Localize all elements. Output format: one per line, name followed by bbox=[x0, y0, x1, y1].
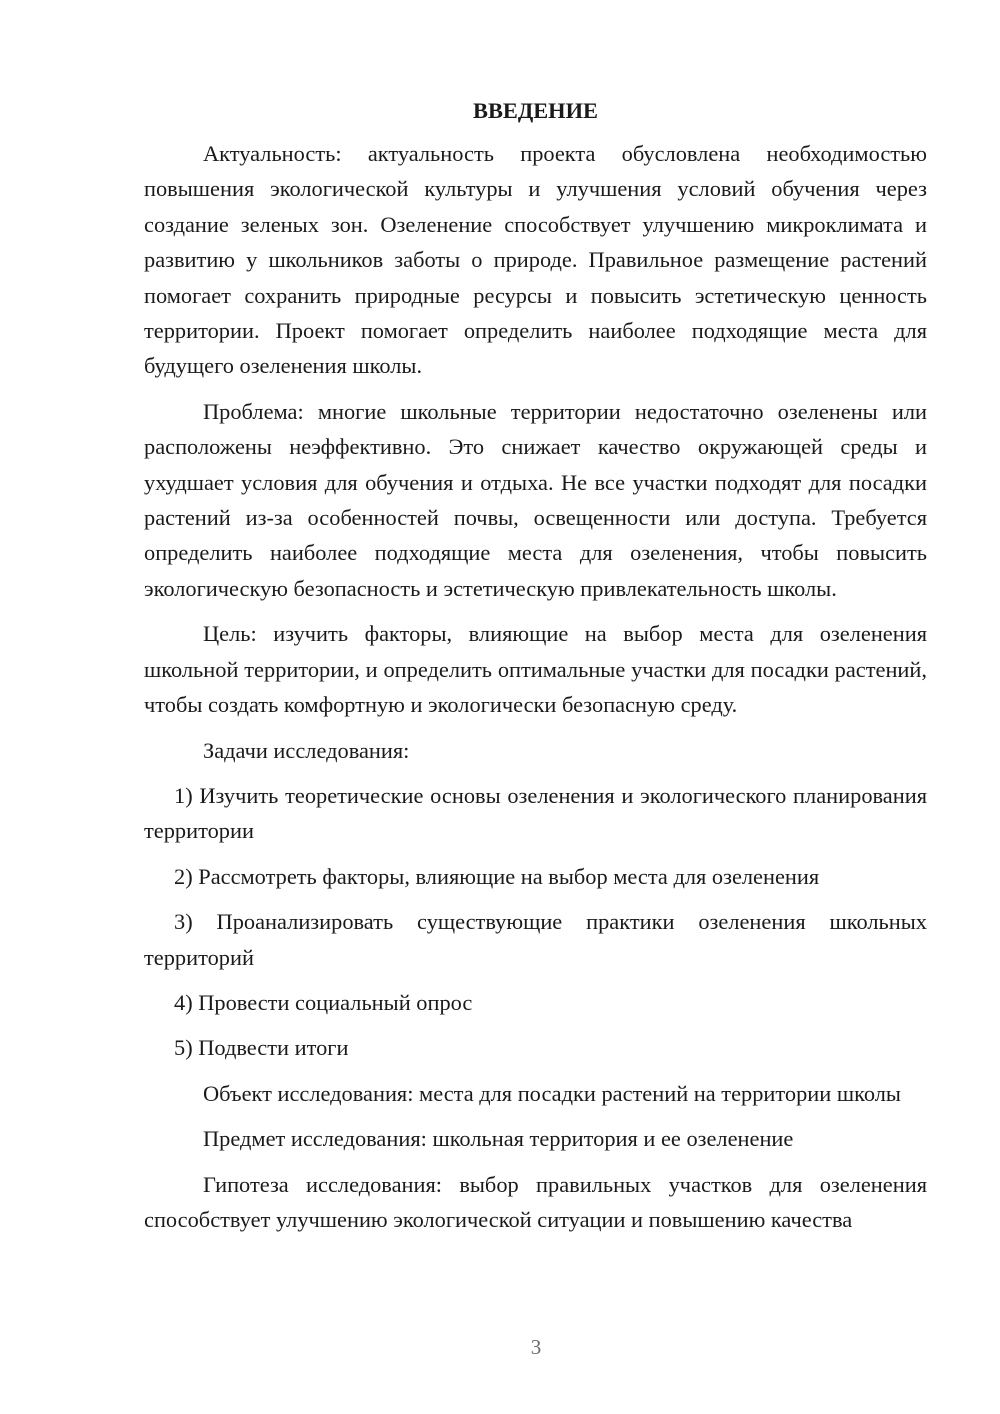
task-item-2: 2) Рассмотреть факторы, влияющие на выбор места для озеленения bbox=[174, 863, 820, 889]
task-item-3: 3) Проанализировать существующие практики озеленения школьных территорий bbox=[144, 909, 927, 970]
page-content bbox=[144, 96, 927, 1247]
section-heading: ВВЕДЕНИЕ bbox=[473, 98, 598, 123]
page-number: 3 bbox=[530, 1335, 542, 1359]
hypothesis-paragraph: Гипотеза исследования: выбор правильных участков для озеленения способствует улучшению экологической ситуации и повышению качества bbox=[144, 1171, 927, 1232]
tasks-heading: Задачи исследования: bbox=[203, 737, 410, 763]
subject-paragraph: Предмет исследования: школьная территория и ее озеленение bbox=[203, 1126, 794, 1152]
task-item-4: 4) Провести социальный опрос bbox=[174, 989, 473, 1015]
task-item-5: 5) Подвести итоги bbox=[174, 1035, 349, 1061]
problem-paragraph: Проблема: многие школьные территории недостаточно озеленены или расположены неэффективно. Это снижает качество окружающей среды и ухудшает условия для обучения и отдыха. Не все участки подходят для посадки растений из-за особенностей почвы, освещенности или доступа. Требуется определить наиболее подходящие места для озеленения, чтобы повысить экологическую безопасность и эстетическую привлекательность школы. bbox=[144, 398, 927, 601]
relevance-paragraph: Актуальность: актуальность проекта обусловлена необходимостью повышения экологической культуры и улучшения условий обучения через создание зеленых зон. Озеленение способствует улучшению микроклимата и развитию у школьников заботы о природе. Правильное размещение растений помогает сохранить природные ресурсы и повысить эстетическую ценность территории. Проект помогает определить наиболее подходящие места для будущего озеленения школы. bbox=[144, 141, 927, 379]
task-item-1: 1) Изучить теоретические основы озеленения и экологического планирования территории bbox=[144, 782, 927, 844]
goal-paragraph: Цель: изучить факторы, влияющие на выбор места для озеленения школьной территории, и определить оптимальные участки для посадки растений, чтобы создать комфортную и экологически безопасную среду. bbox=[144, 621, 927, 718]
object-paragraph: Объект исследования: места для посадки растений на территории школы bbox=[203, 1080, 901, 1106]
